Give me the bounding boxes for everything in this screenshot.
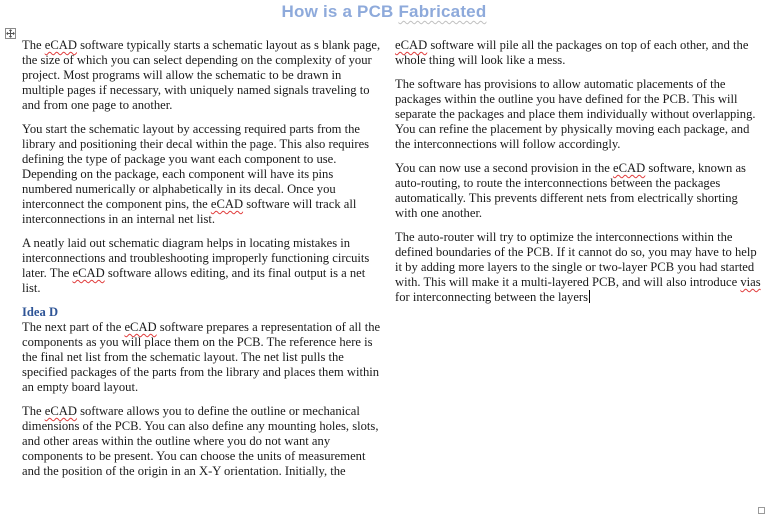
text-run: The auto-router will try to optimize the interconnections within the defined boundaries of the PCB. If it cannot do so, you may have to help it by adding more layers to the single or two-layer PCB you had started with. This will make it a multi-layered PCB, and will also introduce [395, 230, 757, 289]
text-run: software allows editing, and its final output is a net list. [22, 266, 366, 295]
misspelled-word[interactable]: vias [740, 275, 761, 289]
text-run: The next part of the [22, 320, 125, 334]
misspelled-word[interactable]: eCAD [124, 320, 157, 334]
paragraph[interactable] [22, 320, 384, 395]
move-handle-icon[interactable] [5, 28, 16, 39]
paragraph[interactable] [22, 122, 384, 227]
title-text-squiggle: Fabricated [398, 2, 487, 21]
left-column[interactable] [22, 38, 384, 488]
text-run: for interconnecting between the layers [395, 290, 589, 304]
text-cursor [589, 290, 590, 303]
paragraph[interactable]: The software has provisions to allow automatic placements of the packages within the outline you have defined for the PCB. This will separate the packages and place them individually without overlapping. You can refine the placement by physically moving each package, and the interconnections will follow accordingly. [395, 77, 756, 151]
misspelled-word[interactable]: eCAD [44, 38, 77, 52]
text-run: software, known as auto-routing, to route the interconnections between the packages automatically. This prevents different nets from electrically shorting with one another. [395, 161, 746, 220]
text-run: A neatly laid out schematic diagram helps in locating mistakes in interconnections and troubleshooting improperly functioning circuits later. The [22, 236, 370, 280]
paragraph[interactable] [395, 230, 761, 305]
paragraph[interactable] [22, 38, 384, 113]
text-run: You start the schematic layout by accessing required parts from the library and positioning their decal within the page. This also requires defining the type of package you want each component to use. Depending on the package, each component will have its pins numbered numerically or alphabetically in its decal. Once you interconnect the component pins, the [22, 122, 370, 211]
misspelled-word[interactable]: eCAD [72, 266, 105, 280]
text-run: The [22, 404, 45, 418]
paragraph[interactable] [395, 38, 761, 68]
title-text: How is a PCB [281, 2, 399, 21]
text-run: You can now use a second provision in the [395, 161, 614, 175]
paragraph[interactable] [22, 236, 384, 296]
text-run: The [22, 38, 45, 52]
misspelled-word[interactable]: eCAD [210, 197, 244, 211]
paragraph[interactable] [395, 161, 761, 221]
document-title [0, 2, 768, 22]
section-heading: Idea D [22, 305, 59, 319]
resize-handle-icon[interactable] [758, 507, 765, 514]
misspelled-word[interactable]: eCAD [44, 404, 77, 418]
text-run: software allows you to define the outline or mechanical dimensions of the PCB. You can also define any mounting holes, slots, and other areas within the outline where you do not want any components to be present. You can choose the units of measurement and the position of the origin in an X-Y orientation. Initially, the [22, 404, 379, 478]
misspelled-word[interactable]: eCAD [613, 161, 646, 175]
text-run: software prepares a representation of all the components as you will place them on the PCB. The reference here is the final net list from the schematic layout. The net list pulls the specified packages of the parts from the library and places them within an empty board layout. [22, 320, 381, 394]
right-column[interactable] [395, 38, 761, 314]
text-run: software will track all interconnections in an internal net list. [22, 197, 357, 226]
text-run: software will pile all the packages on top of each other, and the whole thing will look like a mess. [395, 38, 749, 67]
four-arrows-icon [6, 29, 15, 38]
text-run: software typically starts a schematic layout as s blank page, the size of which you can select depending on the complexity of your project. Most programs will allow the schematic to be drawn in multiple pages if necessary, with uniquely named signals traveling to and from one page to another. [22, 38, 381, 112]
paragraph[interactable] [22, 404, 384, 479]
misspelled-word[interactable]: eCAD [395, 38, 428, 52]
